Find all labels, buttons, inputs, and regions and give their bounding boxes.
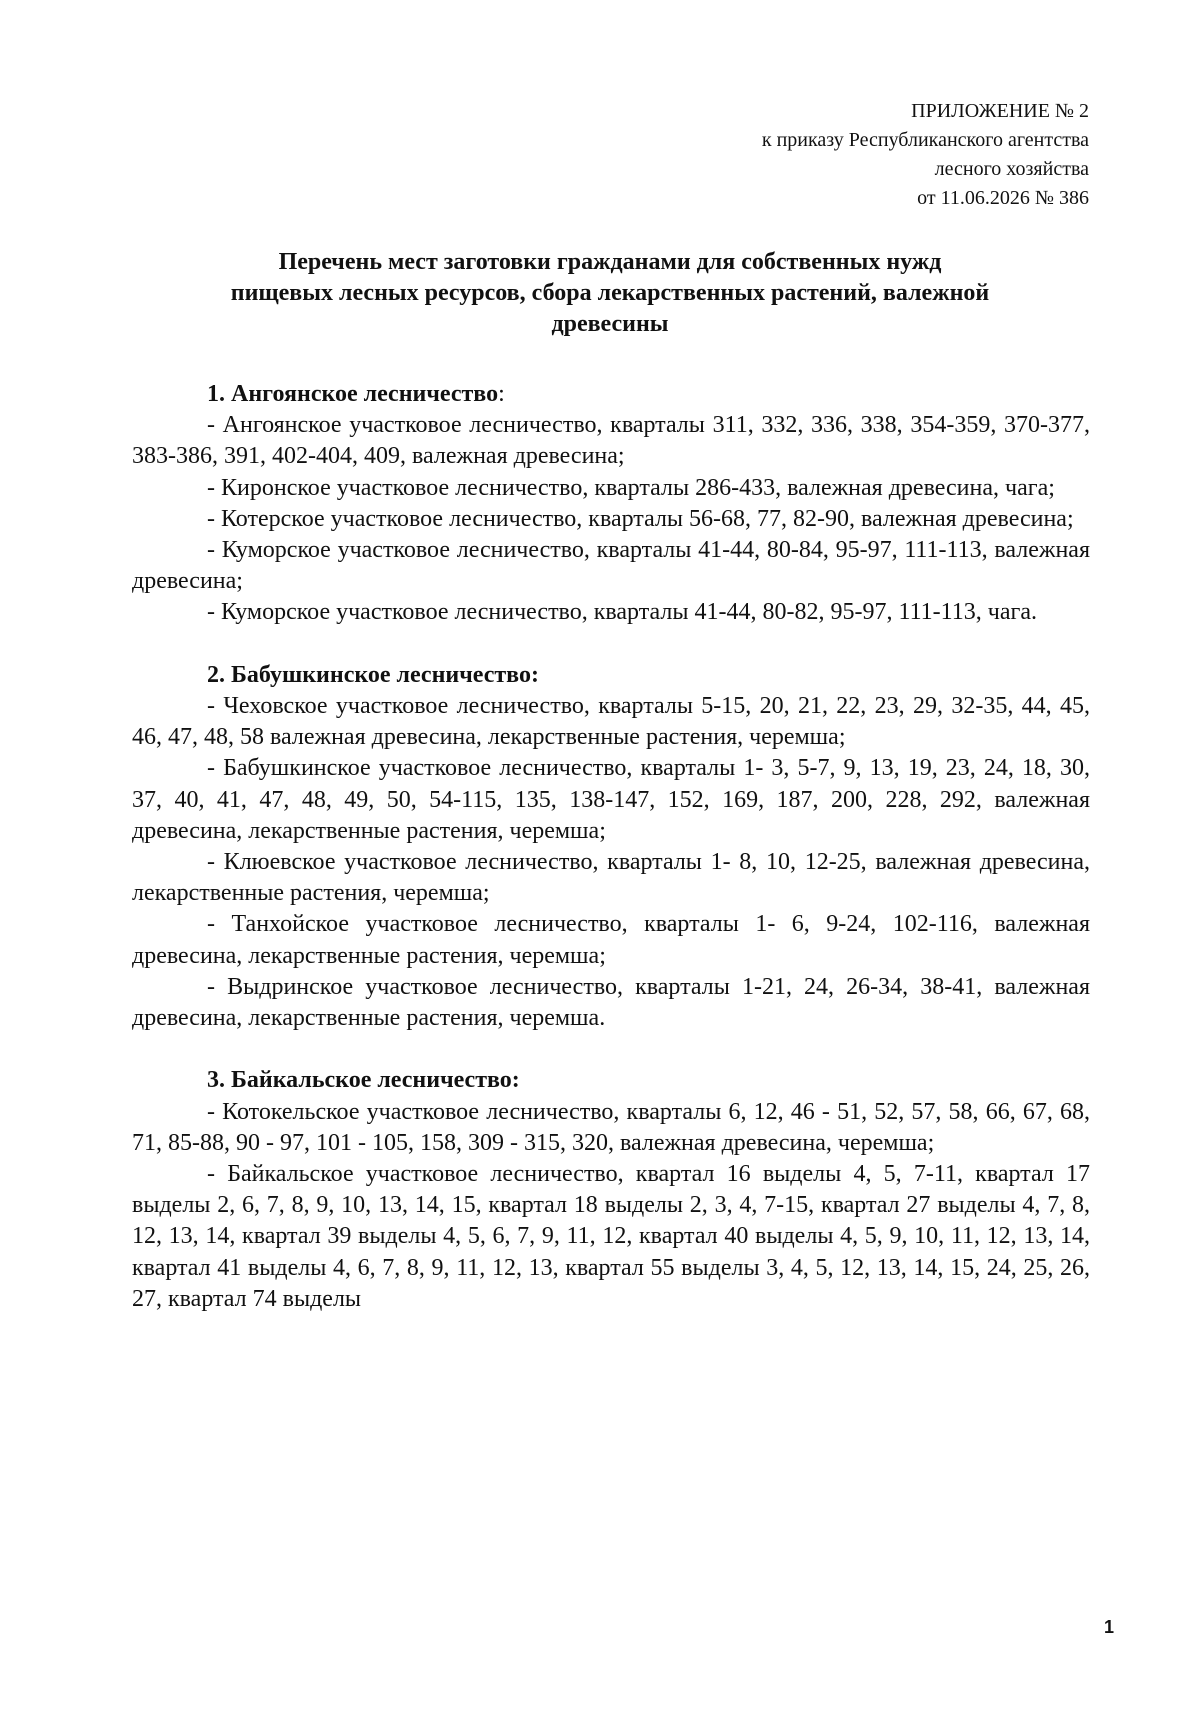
title-line-2: пищевых лесных ресурсов, сбора лекарственных растений, валежной — [230, 280, 990, 306]
section-heading-angoyanskoe — [132, 379, 1090, 410]
list-item: - Танхойское участковое лесничество, кварталы 1- 6, 9-24, 102-116, валежная древесина, лекарственные растения, черемша; — [132, 911, 1090, 969]
page-number: 1 — [1103, 1617, 1114, 1637]
list-item: - Куморское участковое лесничество, кварталы 41-44, 80-82, 95-97, 111-113, чага. — [207, 599, 1037, 626]
section-heading-text: 1. Ангоянское лесничество — [207, 381, 499, 407]
list-item: - Бабушкинское участковое лесничество, кварталы 1- 3, 5-7, 9, 13, 19, 23, 24, 18, 30, 37, 40, 41, 47, 48, 49, 50, 54-115, 135, 138-147, 152, 169, 187, 200, 228, 292, валежная древесина, лекарственные растения, черемша; — [132, 755, 1090, 844]
list-item: - Котерское участковое лесничество, кварталы 56-68, 77, 82-90, валежная древесина; — [207, 505, 1074, 532]
title-line-3: древесины — [551, 311, 669, 337]
appendix-order-line: к приказу Республиканского агентства — [761, 129, 1089, 151]
list-item: - Киронское участковое лесничество, кварталы 286-433, валежная древесина, чага; — [207, 474, 1055, 501]
list-item: - Клюевское участковое лесничество, кварталы 1- 8, 10, 12-25, валежная древесина, лекарственные растения, черемша; — [132, 849, 1090, 907]
list-item: - Куморское участковое лесничество, кварталы 41-44, 80-84, 95-97, 111-113, валежная древесина; — [132, 537, 1090, 595]
appendix-header — [489, 97, 1089, 213]
list-item: - Байкальское участковое лесничество, квартал 16 выделы 4, 5, 7-11, квартал 17 выделы 2, 6, 7, 8, 9, 10, 13, 14, 15, квартал 18 выделы 2, 3, 4, 7-15, квартал 27 выделы 4, 7, 8, 12, 13, 14, квартал 39 выделы 4, 5, 6, 7, 9, 11, 12, квартал 40 выделы 4, 5, 9, 10, 11, 12, 13, 14, квартал 41 выделы 4, 6, 7, 8, 9, 11, 12, 13, квартал 55 выделы 3, 4, 5, 12, 13, 14, 15, 24, 25, 26, 27, квартал 74 выделы — [132, 1161, 1090, 1312]
section-heading-baikalskoe: 3. Байкальское лесничество: — [207, 1067, 520, 1094]
list-item: - Чеховское участковое лесничество, кварталы 5-15, 20, 21, 22, 23, 29, 32-35, 44, 45, 46, 47, 48, 58 валежная древесина, лекарственные растения, черемша; — [132, 693, 1090, 751]
appendix-number: ПРИЛОЖЕНИЕ № 2 — [911, 100, 1089, 122]
section-heading-colon: : — [498, 381, 505, 407]
section-spacer — [132, 1034, 1090, 1065]
section-spacer — [132, 629, 1090, 660]
appendix-order-date: от 11.06.2026 № 386 — [917, 187, 1089, 209]
section-heading-babushkinskoe: 2. Бабушкинское лесничество: — [207, 661, 539, 688]
document-title — [130, 247, 1090, 340]
title-line-1: Перечень мест заготовки гражданами для собственных нужд — [278, 249, 942, 275]
document-body — [132, 379, 1090, 1315]
appendix-agency-line: лесного хозяйства — [934, 158, 1089, 180]
list-item: - Ангоянское участковое лесничество, кварталы 311, 332, 336, 338, 354-359, 370-377, 383-386, 391, 402-404, 409, валежная древесина; — [132, 412, 1090, 470]
list-item: - Выдринское участковое лесничество, кварталы 1-21, 24, 26-34, 38-41, валежная древесина, лекарственные растения, черемша. — [132, 973, 1090, 1032]
list-item: - Котокельское участковое лесничество, кварталы 6, 12, 46 - 51, 52, 57, 58, 66, 67, 68, 71, 85-88, 90 - 97, 101 - 105, 158, 309 - 315, 320, валежная древесина, черемша; — [132, 1098, 1090, 1156]
